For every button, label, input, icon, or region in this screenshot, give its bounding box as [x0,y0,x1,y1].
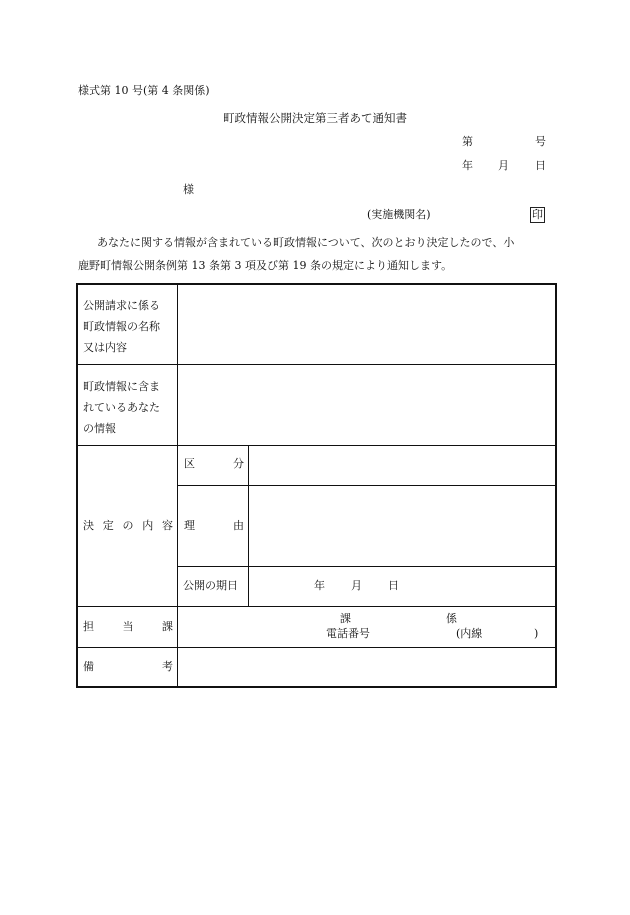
row-label-your-info-line-3: の情報 [83,422,116,435]
agency-label: (実施機関名) [367,208,431,221]
category-cell[interactable] [250,446,555,485]
department-section: 課 [340,612,351,625]
row-label-remarks [83,660,173,674]
row-label-your-info-line-2: れているあなた [83,401,160,414]
reason-char: 理 [184,519,195,532]
department-char: 担 [83,620,94,633]
row-label-department [83,620,173,634]
department-subsection: 係 [446,612,457,625]
column-divider [177,285,178,686]
date-month: 月 [498,159,509,172]
row-label-decision [83,519,173,533]
body-paragraph-line-1: あなたに関する情報が含まれている町政情報について、次のとおり決定したので、小 [97,236,515,249]
decision-char: 内 [142,519,154,532]
doc-number-suffix: 号 [535,135,546,148]
decision-char: 定 [102,519,114,532]
extension-close: ) [534,627,539,640]
department-char: 課 [162,620,173,633]
date-year: 年 [462,159,473,172]
notice-table [76,283,557,688]
category-char: 区 [184,457,195,470]
sublabel-disclosure-date: 公開の期日 [183,579,238,592]
remarks-char: 考 [162,660,173,673]
seal-stamp: 印 [532,208,543,221]
body-paragraph-line-2: 鹿野町情報公開条例第 13 条第 3 項及び第 19 条の規定により通知します。 [78,259,453,272]
remarks-cell[interactable] [179,648,555,686]
row-label-request-line-2: 町政情報の名称 [83,320,160,333]
decision-char: 容 [162,519,173,532]
decision-char: の [122,519,134,532]
row-label-your-info-line-1: 町政情報に含ま [83,380,160,393]
reason-char: 由 [233,519,244,532]
category-char: 分 [233,457,244,470]
form-number: 様式第 10 号(第 4 条関係) [78,84,210,97]
phone-number-label: 電話番号 [326,627,370,640]
request-content-cell[interactable] [179,285,555,364]
department-char: 当 [122,620,134,633]
reason-cell[interactable] [250,486,555,566]
extension-open: (内線 [456,627,483,640]
disclosure-date-day: 日 [388,579,399,592]
doc-number-prefix: 第 [462,135,473,148]
row-divider [178,566,555,567]
document-title: 町政情報公開決定第三者あて通知書 [223,111,407,125]
sublabel-reason [184,519,244,533]
addressee-suffix: 様 [183,183,194,196]
row-divider [78,606,555,607]
your-info-cell[interactable] [179,365,555,445]
row-label-request-line-3: 又は内容 [83,341,127,354]
sublabel-category [184,457,244,471]
remarks-char: 備 [83,660,94,673]
decision-char: 決 [83,519,94,532]
column-divider [248,445,249,606]
disclosure-date-year: 年 [314,579,325,592]
row-label-request-line-1: 公開請求に係る [83,299,160,312]
disclosure-date-month: 月 [351,579,362,592]
date-day: 日 [535,159,546,172]
